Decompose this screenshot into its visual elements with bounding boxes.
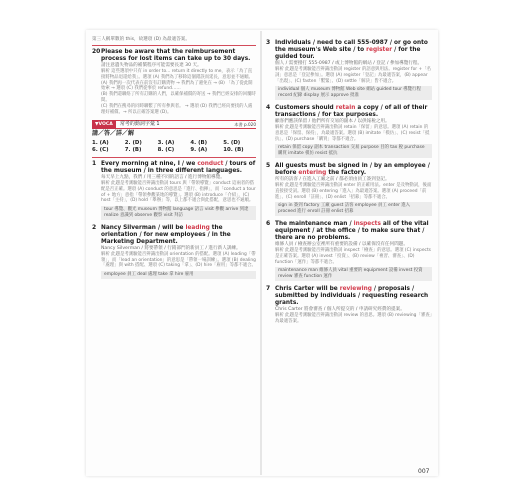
answers-heading: 請／答／詳／解 [92, 130, 135, 138]
answer-key [92, 140, 256, 154]
question-sentence: Chris Carter will be reviewing / proposals / submitted by individuals / requesting research grants. [275, 285, 429, 306]
vocab-section-band [92, 120, 256, 129]
right-page [266, 37, 432, 325]
question-translation: Nancy Silverman / 將要帶領 / 行銷部門的新員工 / 進行新人訓練。 [101, 245, 241, 251]
vocab-box: maintenance man 維修人員 vital 重要的 equipment 設備 invest 投資 review 審查 function 運作 [275, 267, 432, 281]
question-2 [92, 225, 256, 281]
explanation: (C) 我們在搜尋的同時聯繫了所有參與者。 → 選項 (D) 我們已經向要找的人處理好補償。→ 所以正確答案選 (D)。 [101, 103, 253, 115]
question-sentence: All guests must be signed in / by an employee / before entering the factory. [275, 162, 430, 176]
page-spine [260, 31, 262, 475]
answer-item: 8. (C) [157, 146, 175, 153]
highlighted-verb: inspects [353, 220, 381, 227]
question-number: 6 [266, 219, 271, 227]
question-translation: 請注意遺失物品的補償程序可能需要長達 30 天。 [101, 63, 202, 68]
explanation: 解析 此題是考測驗能否辨識出動詞 retain「保留」的意思。選項 (A) retain 的意思是「保留、保持」，為最適答案。選項 (B) imitate「模仿」、(C) resist「抵抗」、(D) purchase「購買」等都不適合。 [275, 124, 430, 142]
highlighted-verb: conduct [197, 160, 224, 167]
explanation: 解析 此題是考測驗能否辨識出動詞 enter 的正確用法。enter 是及物動詞，後面直接接受詞。選項 (B) entering「進入」為最適答案。選項 (A) proceed「前進」、(C) enroll「註冊」、(D) enlist「招募」等都不適合。 [275, 182, 432, 200]
question-number: 1 [92, 159, 97, 167]
question-6 [266, 221, 432, 283]
highlighted-verb: reviewing [339, 285, 372, 292]
answer-item: 1. (A) [92, 139, 109, 146]
answer-item: 2. (D) [124, 139, 142, 146]
left-page [92, 37, 256, 281]
question-5 [266, 163, 432, 218]
explanation: 解析 此題是考測驗能否辨識出動詞 inspect「檢查」的意思。選項 (C) inspects 是正確答案。選項 (A) invest「投資」、(B) review「複習、審查」、(D) function「運作」等都不適合。 [275, 247, 431, 265]
divider [92, 45, 256, 46]
question-sentence: Individuals / need to call 555-0987 / or go onto the museum's Web site / to register / for the guided tour. [275, 40, 428, 60]
vocab-box: individual 個人 museum 博物館 Web site 網站 guided tour 導覽行程 record 紀錄 display 展示 approve 批准 [275, 86, 432, 100]
vocab-box: retain 保留 copy 副本 transaction 交易 purpose 目的 tax 稅 purchase 購買 imitate 模仿 resist 抵抗 [275, 144, 432, 158]
answer-item: 6. (C) [92, 146, 109, 153]
section-title: 常考的動詞字彙 1 [116, 120, 231, 129]
question-number: 2 [92, 223, 97, 231]
section-tag: ▼VOCA [92, 120, 116, 129]
highlighted-verb: leading [185, 224, 210, 231]
question-sentence: Customers should retain a copy / of all of their transactions / for tax purposes. [275, 104, 428, 118]
question-number: 20 [92, 48, 101, 55]
answer-item: 3. (A) [157, 139, 175, 146]
question-translation: 每天早上九點，我們 / 用三種不同的語言 / 進行博物館導覽。 [101, 174, 225, 180]
vocab-box: employee 員工 deal 處理 take 拿 hire 雇用 [101, 271, 256, 279]
answer-item: 4. (B) [190, 139, 208, 146]
page-reference: 本書 p.020 [231, 120, 256, 129]
highlighted-verb: retain [335, 104, 356, 111]
question-translation: Chris Carter 將會審查 / 個人所提交的 / 申請研究經費的提案。 [275, 306, 405, 312]
highlighted-verb: entering [298, 169, 327, 176]
question-number: 5 [266, 161, 271, 169]
vocab-box: tour 導覽、觀光 museum 博物館 language 語言 visit 參觀 arrive 到達 realize 意識到 observe 觀察 visit 拜訪 [101, 206, 256, 220]
question-translation: 個人 / 需要撥打 555-0987 / 或上博物館的網站 / 登記 / 參加導覽行程。 [275, 61, 423, 66]
carryover-line: 第三人稱單數的 this，故選項 (D) 為最適答案。 [92, 37, 190, 42]
question-sentence: Nancy Silverman / will be leading the orientation / for new employees / in the Marketing Department. [101, 224, 231, 245]
answer-item: 10. (B) [223, 146, 244, 153]
question-1 [92, 161, 256, 222]
question-sentence: The maintenance man / inspects all of the vital equipment / at the office / to make sure that / there are no problems. [275, 220, 429, 241]
question-number: 3 [266, 39, 271, 46]
vocab-box: sign in 簽到 factory 工廠 guest 訪客 employee 員工 enter 進入 proceed 進行 enroll 註冊 enlist 招募 [275, 202, 432, 216]
answer-item: 5. (D) [223, 139, 241, 146]
highlighted-verb: register [366, 47, 393, 53]
divider [92, 157, 256, 158]
question-sentence: Please be aware that the reimbursement process for lost items can take up to 30 days. [101, 49, 251, 62]
question-translation: 顧客們應該保留 / 他們所有交易的副本 / 以供報稅之用。 [275, 118, 390, 124]
answer-item: 7. (B) [124, 146, 142, 153]
question-number: 7 [266, 284, 271, 292]
question-number: 4 [266, 103, 271, 111]
explanation: 解析 此題是考測驗能否辨識出動詞 review 的意思。選項 (B) reviewing「審查」為最適答案。 [275, 312, 432, 324]
explanation: 解析 此題是考測驗能否辨識出動詞 register 的語意與用法。register for +「名詞」意思是「登記參加」。選項 (A) register「登記」為最適答案，(B) appear「出現」、(C) fasten「繫緊」、(D) settle「解決」皆不適合。 [275, 67, 431, 84]
question-4 [266, 105, 432, 160]
explanation: 解析 此題是考測驗能否辨識出動詞 tours 與「帶領導覽」conduct 這兩者的搭配是否正確。選項 (A) conduct 的意思是「進行、指揮」，而「conduct a tour of + 地方」意指「帶領參觀某地的導覽」。選項 (B) introduce「介紹」，(C) host「主持」，(D) hold「舉辦」等，以上都不適合與此搭配，意思也不通順。 [101, 180, 256, 204]
question-3 [266, 40, 432, 102]
explanation: (A) 我們再一次代表在前沒有訂購貨物 → 我們為了避免在 → (B) 「為了從此開始索 → 選項 (C) 我們從事於 refund…… [101, 80, 253, 92]
explanation: (B) 我們還聯絡了所有訂購的人們，以確保補償的寄送 → 我們已經安排的回覆時間。 [101, 92, 256, 103]
question-translation: 所有的訪客 / 在進入工廠之前 / 都必須由員工簽到登記。 [275, 176, 390, 182]
question-7 [266, 286, 432, 325]
explanation: 解析 此題是考測驗能否辨識出動詞 orientation 的搭配。選項 (A) leading「帶領」，而「lead an orientation」的意思是「帶領一場訓練」。選項 (B) dealing「處理」與 with 搭配、選項 (C) taking「拿」、(D) hire「雇用」等都不適合。 [101, 251, 256, 269]
question-20 [92, 49, 256, 115]
question-translation: 維修人員 / 檢查辦公室裡所有重要的設備 / 以確保沒有任何問題。 [275, 241, 408, 247]
answer-item: 9. (A) [190, 146, 208, 153]
explanation: 解析 這些選項中只有 in order to... return it directly to me，表示「為了直接將物品退還給我」。選項 (A) 我們為了移除這個錯誤而延長，意思並不通順。 [101, 69, 253, 80]
page-number: 007 [418, 468, 430, 475]
question-sentence: Every morning at nine, I / we conduct / tours of the museum / in three different languages. [101, 160, 256, 174]
